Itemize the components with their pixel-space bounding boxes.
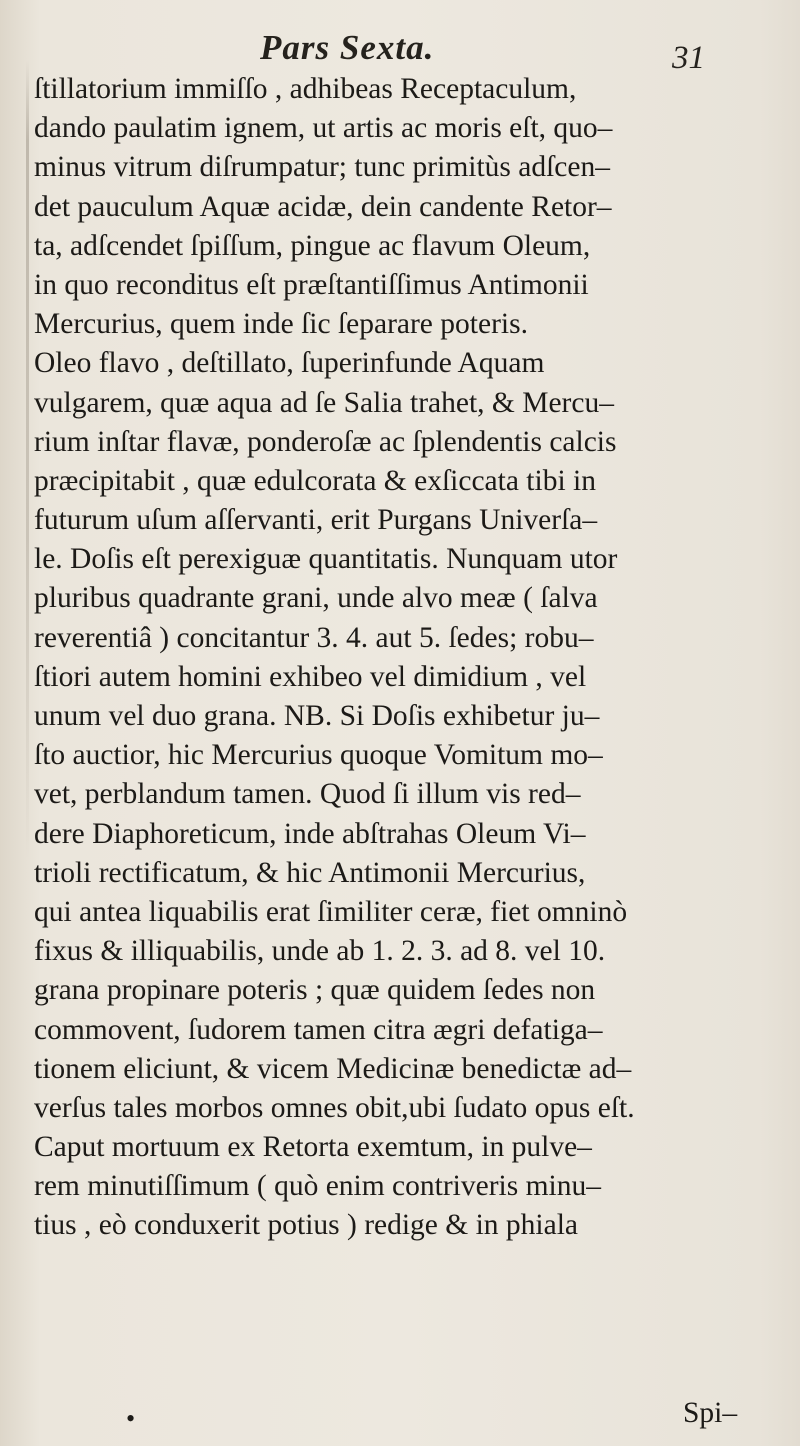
footer-mark: •: [126, 1404, 136, 1433]
body-text: [34, 70, 774, 1246]
text-line: commovent, ſudorem tamen citra ægri defatiga–: [34, 1013, 603, 1046]
text-line: verſus tales morbos omnes obit,ubi ſudato opus eſt.: [34, 1091, 635, 1124]
text-line: Oleo flavo , deſtillato, ſuperinfunde Aquam: [34, 347, 545, 380]
text-line: reverentiâ ) concitantur 3. 4. aut 5. ſedes; robu–: [34, 621, 594, 654]
text-line: dando paulatim ignem, ut artis ac moris eſt, quo–: [34, 112, 613, 145]
text-line: ſtiori autem homini exhibeo vel dimidium , vel: [34, 660, 587, 693]
text-line: rium inſtar flavæ, ponderoſæ ac ſplendentis calcis: [34, 425, 617, 458]
text-line: det pauculum Aquæ acidæ, dein candente Retor–: [34, 190, 612, 223]
text-line: grana propinare poteris ; quæ quidem ſedes non: [34, 974, 596, 1007]
text-line: ta, adſcendet ſpiſſum, pingue ac flavum Oleum,: [34, 229, 591, 262]
page-number: 31: [672, 40, 705, 76]
text-line: minus vitrum diſrumpatur; tunc primitùs adſcen–: [34, 151, 610, 184]
text-line: tionem eliciunt, & vicem Medicinæ benedictæ ad–: [34, 1052, 632, 1085]
text-line: ſto auctior, hic Mercurius quoque Vomitum mo–: [34, 739, 603, 772]
text-line: præcipitabit , quæ edulcorata & exſiccata tibi in: [34, 464, 596, 497]
text-line: dere Diaphoreticum, inde abſtrahas Oleum Vi–: [34, 817, 586, 850]
text-line: in quo reconditus eſt præſtantiſſimus Antimonii: [34, 268, 589, 301]
text-line: rem minutiſſimum ( quò enim contriveris minu–: [34, 1170, 601, 1203]
text-line: futurum uſum aſſervanti, erit Purgans Univerſa–: [34, 504, 598, 537]
text-line: ſtillatorium immiſſo , adhibeas Receptaculum,: [34, 73, 577, 105]
text-line: trioli rectificatum, & hic Antimonii Mercurius,: [34, 856, 586, 889]
text-line: Caput mortuum ex Retorta exemtum, in pulve–: [34, 1131, 592, 1164]
text-line: vulgarem, quæ aqua ad ſe Salia trahet, & Mercu–: [34, 386, 614, 419]
text-line: fixus & illiquabilis, unde ab 1. 2. 3. ad 8. vel 10.: [34, 935, 606, 968]
text-line: le. Doſis eſt perexiguæ quantitatis. Nunquam utor: [34, 543, 618, 576]
binding-shadow: [26, 60, 29, 860]
text-line: vet, perblandum tamen. Quod ſi illum vis red–: [34, 778, 581, 811]
catchword: Spi–: [683, 1397, 738, 1429]
text-line: unum vel duo grana. NB. Si Doſis exhibetur ju–: [34, 700, 600, 732]
text-line: Mercurius, quem inde ſic ſeparare poteris.: [34, 308, 528, 341]
text-line: tius , eò conduxerit potius ) redige & in phiala: [34, 1209, 578, 1242]
text-line: pluribus quadrante grani, unde alvo meæ ( ſalva: [34, 582, 598, 615]
running-title: Pars Sexta.: [260, 28, 435, 67]
text-line: qui antea liquabilis erat ſimiliter ceræ, fiet omninò: [34, 895, 628, 928]
